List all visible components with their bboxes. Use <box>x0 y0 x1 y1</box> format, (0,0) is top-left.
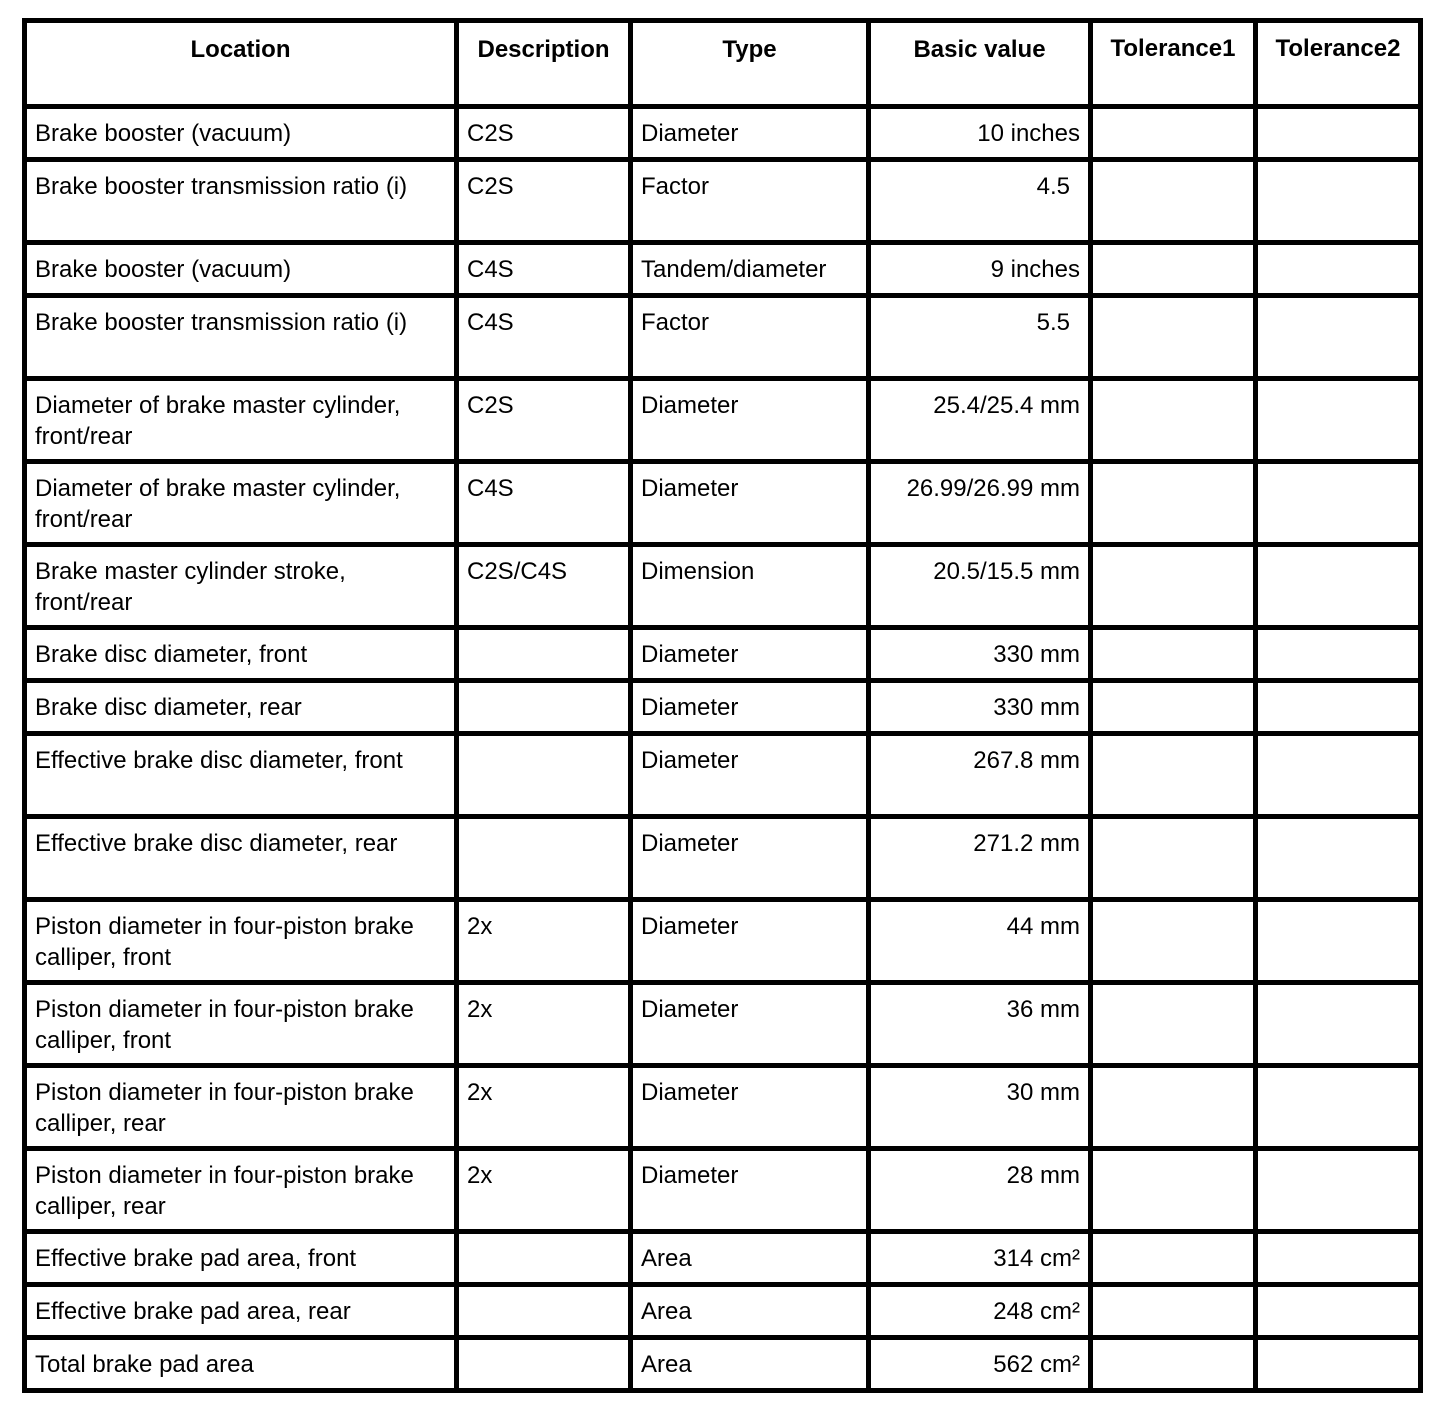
cell-type: Area <box>631 1232 869 1285</box>
cell-tolerance-1 <box>1091 628 1256 681</box>
cell-type: Area <box>631 1285 869 1338</box>
cell-basic-value: 5.5 <box>869 296 1091 379</box>
table-row <box>25 1338 1421 1391</box>
cell-tolerance-1 <box>1091 734 1256 817</box>
header-type: Type <box>631 21 869 107</box>
cell-tolerance-2 <box>1256 983 1421 1066</box>
cell-description <box>457 1285 631 1338</box>
cell-location: Brake booster (vacuum) <box>25 107 457 160</box>
table-row <box>25 1232 1421 1285</box>
cell-tolerance-1 <box>1091 1338 1256 1391</box>
cell-description <box>457 734 631 817</box>
cell-location: Diameter of brake master cylinder, front/rear <box>25 462 457 545</box>
cell-location: Brake disc diameter, front <box>25 628 457 681</box>
cell-tolerance-1 <box>1091 243 1256 296</box>
table-row <box>25 296 1421 379</box>
cell-location: Piston diameter in four-piston brake calliper, front <box>25 900 457 983</box>
cell-tolerance-2 <box>1256 817 1421 900</box>
cell-description: C2S <box>457 107 631 160</box>
cell-location: Brake master cylinder stroke, front/rear <box>25 545 457 628</box>
cell-tolerance-2 <box>1256 160 1421 243</box>
cell-basic-value: 9 inches <box>869 243 1091 296</box>
cell-description: C4S <box>457 296 631 379</box>
cell-tolerance-1 <box>1091 1285 1256 1338</box>
cell-basic-value: 30 mm <box>869 1066 1091 1149</box>
cell-type: Diameter <box>631 107 869 160</box>
cell-type: Diameter <box>631 379 869 462</box>
cell-location: Brake booster transmission ratio (i) <box>25 160 457 243</box>
cell-location: Total brake pad area <box>25 1338 457 1391</box>
table-row <box>25 462 1421 545</box>
cell-tolerance-2 <box>1256 462 1421 545</box>
cell-tolerance-1 <box>1091 462 1256 545</box>
cell-description <box>457 628 631 681</box>
cell-basic-value: 28 mm <box>869 1149 1091 1232</box>
header-tolerance-1-line1: Tolerance <box>1110 35 1223 62</box>
cell-basic-value: 4.5 <box>869 160 1091 243</box>
cell-type: Diameter <box>631 462 869 545</box>
cell-tolerance-2 <box>1256 1338 1421 1391</box>
cell-tolerance-2 <box>1256 379 1421 462</box>
cell-description: 2x <box>457 900 631 983</box>
cell-type: Diameter <box>631 628 869 681</box>
cell-tolerance-1 <box>1091 1232 1256 1285</box>
table-row <box>25 379 1421 462</box>
cell-tolerance-1 <box>1091 817 1256 900</box>
table-header-row <box>25 21 1421 107</box>
header-tolerance-2-line1: Tolerance <box>1275 35 1388 62</box>
cell-basic-value: 314 cm² <box>869 1232 1091 1285</box>
cell-basic-value: 26.99/26.99 mm <box>869 462 1091 545</box>
cell-basic-value: 10 inches <box>869 107 1091 160</box>
cell-tolerance-2 <box>1256 734 1421 817</box>
cell-tolerance-1 <box>1091 545 1256 628</box>
table-row <box>25 681 1421 734</box>
cell-basic-value: 330 mm <box>869 681 1091 734</box>
table-row <box>25 628 1421 681</box>
cell-type: Diameter <box>631 734 869 817</box>
cell-tolerance-2 <box>1256 1232 1421 1285</box>
cell-tolerance-2 <box>1256 900 1421 983</box>
header-tolerance-2 <box>1256 21 1421 107</box>
cell-type: Diameter <box>631 900 869 983</box>
table-row <box>25 243 1421 296</box>
cell-location: Effective brake disc diameter, rear <box>25 817 457 900</box>
cell-tolerance-2 <box>1256 107 1421 160</box>
header-description: Description <box>457 21 631 107</box>
cell-tolerance-1 <box>1091 107 1256 160</box>
cell-tolerance-1 <box>1091 983 1256 1066</box>
cell-tolerance-2 <box>1256 243 1421 296</box>
table-row <box>25 160 1421 243</box>
cell-type: Diameter <box>631 817 869 900</box>
cell-description: C4S <box>457 462 631 545</box>
cell-type: Diameter <box>631 681 869 734</box>
cell-basic-value: 20.5/15.5 mm <box>869 545 1091 628</box>
cell-basic-value: 271.2 mm <box>869 817 1091 900</box>
cell-description: C2S <box>457 379 631 462</box>
cell-tolerance-1 <box>1091 379 1256 462</box>
cell-basic-value: 248 cm² <box>869 1285 1091 1338</box>
cell-basic-value: 36 mm <box>869 983 1091 1066</box>
header-tolerance-1 <box>1091 21 1256 107</box>
table-row <box>25 734 1421 817</box>
cell-type: Factor <box>631 296 869 379</box>
cell-location: Effective brake pad area, rear <box>25 1285 457 1338</box>
header-tolerance-2-line2: 2 <box>1387 35 1401 62</box>
cell-type: Tandem/diameter <box>631 243 869 296</box>
cell-location: Piston diameter in four-piston brake calliper, rear <box>25 1149 457 1232</box>
cell-tolerance-1 <box>1091 1066 1256 1149</box>
table-row <box>25 900 1421 983</box>
cell-type: Diameter <box>631 1149 869 1232</box>
cell-tolerance-1 <box>1091 900 1256 983</box>
cell-tolerance-2 <box>1256 681 1421 734</box>
table-row <box>25 545 1421 628</box>
cell-tolerance-1 <box>1091 681 1256 734</box>
cell-location: Piston diameter in four-piston brake calliper, front <box>25 983 457 1066</box>
cell-basic-value: 25.4/25.4 mm <box>869 379 1091 462</box>
cell-description: C2S/C4S <box>457 545 631 628</box>
cell-description: C4S <box>457 243 631 296</box>
cell-tolerance-1 <box>1091 1149 1256 1232</box>
cell-type: Dimension <box>631 545 869 628</box>
cell-location: Brake booster (vacuum) <box>25 243 457 296</box>
table-row <box>25 983 1421 1066</box>
table-row <box>25 1149 1421 1232</box>
cell-location: Diameter of brake master cylinder, front/rear <box>25 379 457 462</box>
cell-location: Effective brake disc diameter, front <box>25 734 457 817</box>
table-row <box>25 107 1421 160</box>
cell-basic-value: 330 mm <box>869 628 1091 681</box>
cell-tolerance-2 <box>1256 296 1421 379</box>
cell-description <box>457 1338 631 1391</box>
cell-tolerance-1 <box>1091 296 1256 379</box>
cell-tolerance-2 <box>1256 1149 1421 1232</box>
cell-tolerance-1 <box>1091 160 1256 243</box>
cell-description <box>457 817 631 900</box>
cell-description: 2x <box>457 1149 631 1232</box>
cell-location: Piston diameter in four-piston brake calliper, rear <box>25 1066 457 1149</box>
cell-location: Brake disc diameter, rear <box>25 681 457 734</box>
cell-type: Area <box>631 1338 869 1391</box>
cell-location: Brake booster transmission ratio (i) <box>25 296 457 379</box>
header-tolerance-1-line2: 1 <box>1222 35 1236 62</box>
cell-basic-value: 267.8 mm <box>869 734 1091 817</box>
cell-description: 2x <box>457 1066 631 1149</box>
cell-description <box>457 1232 631 1285</box>
cell-tolerance-2 <box>1256 1066 1421 1149</box>
cell-basic-value: 562 cm² <box>869 1338 1091 1391</box>
cell-description <box>457 681 631 734</box>
table-row <box>25 817 1421 900</box>
cell-type: Factor <box>631 160 869 243</box>
cell-tolerance-2 <box>1256 628 1421 681</box>
cell-description: C2S <box>457 160 631 243</box>
cell-type: Diameter <box>631 983 869 1066</box>
cell-location: Effective brake pad area, front <box>25 1232 457 1285</box>
header-location: Location <box>25 21 457 107</box>
brake-spec-table <box>22 18 1423 1393</box>
cell-tolerance-2 <box>1256 545 1421 628</box>
cell-tolerance-2 <box>1256 1285 1421 1338</box>
table-row <box>25 1285 1421 1338</box>
cell-type: Diameter <box>631 1066 869 1149</box>
header-basic-value: Basic value <box>869 21 1091 107</box>
table-row <box>25 1066 1421 1149</box>
cell-description: 2x <box>457 983 631 1066</box>
cell-basic-value: 44 mm <box>869 900 1091 983</box>
